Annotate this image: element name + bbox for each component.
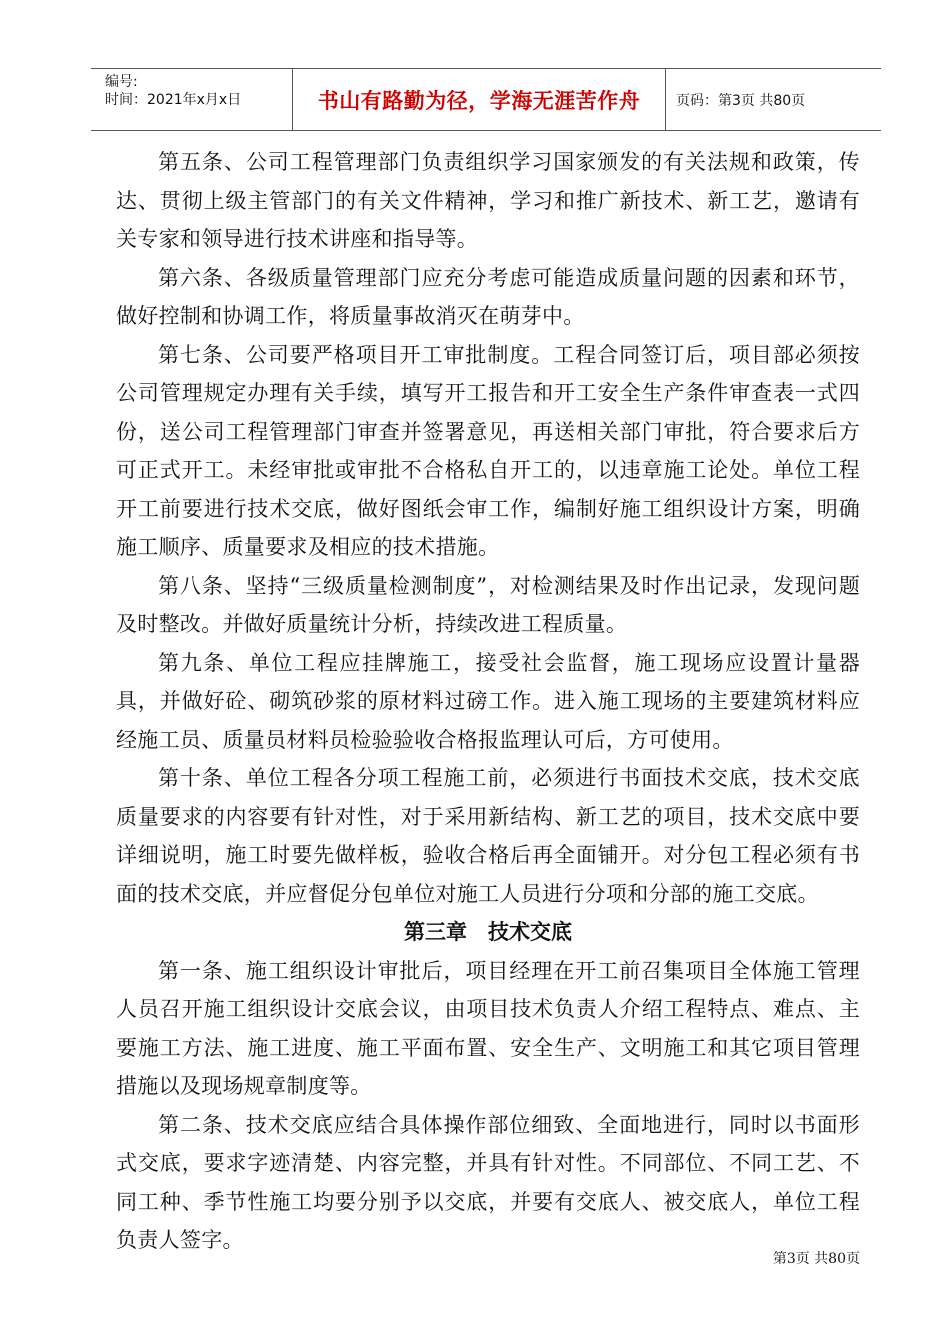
article-paragraph: 第一条、施工组织设计审批后，项目经理在开工前召集项目全体施工管理人员召开施工组织设计交底会议，由项目技术负责人介绍工程特点、难点、主要施工方法、施工进度、施工平面布置、安全生产、文明施工和其它项目管理措施以及现场规章制度等。: [116, 958, 860, 1098]
article-paragraph: 第五条、公司工程管理部门负责组织学习国家颁发的有关法规和政策，传达、贯彻上级主管部门的有关文件精神，学习和推广新技术、新工艺，邀请有关专家和领导进行技术讲座和指导等。: [116, 150, 860, 251]
header-motto: 书山有路勤为径，学海无涯苦作舟: [317, 88, 641, 113]
document-number-label: 编号:: [105, 74, 138, 90]
page-footer: 第3页 共80页: [772, 1251, 860, 1267]
header-page-number: 页码：第3页 共80页: [676, 92, 806, 109]
header-page-cell: [666, 69, 881, 130]
document-date: 时间：2021年x月x日: [105, 92, 242, 108]
article-paragraph: 第二条、技术交底应结合具体操作部位细致、全面地进行，同时以书面形式交底，要求字迹清楚、内容完整，并具有针对性。不同部位、不同工艺、不同工种、季节性施工均要分别予以交底，并要有交底人、被交底人，单位工程负责人签字。: [116, 1112, 860, 1252]
document-body: [116, 143, 860, 1260]
article-paragraph: 第九条、单位工程应挂牌施工，接受社会监督，施工现场应设置计量器具，并做好砼、砌筑砂浆的原材料过磅工作。进入施工现场的主要建筑材料应经施工员、质量员材料员检验验收合格报监理认可后，方可使用。: [116, 650, 860, 752]
chapter-heading: 第三章 技术交底: [404, 920, 572, 944]
article-paragraph: 第十条、单位工程各分项工程施工前，必须进行书面技术交底，技术交底质量要求的内容要有针对性，对于采用新结构、新工艺的项目，技术交底中要详细说明，施工时要先做样板，验收合格后再全面铺开。对分包工程必须有书面的技术交底，并应督促分包单位对施工人员进行分项和分部的施工交底。: [116, 766, 860, 906]
article-paragraph: 第六条、各级质量管理部门应充分考虑可能造成质量问题的因素和环节，做好控制和协调工作，将质量事故消灭在萌芽中。: [116, 265, 860, 328]
article-paragraph: 第八条、坚持“三级质量检测制度”，对检测结果及时作出记录，发现问题及时整改。并做好质量统计分析，持续改进工程质量。: [116, 573, 860, 636]
header-motto-cell: [293, 69, 665, 130]
header-meta: [91, 69, 292, 130]
article-paragraph: 第七条、公司要严格项目开工审批制度。工程合同签订后，项目部必须按公司管理规定办理有关手续，填写开工报告和开工安全生产条件审查表一式四份，送公司工程管理部门审查并签署意见，再送相关部门审批，符合要求后方可正式开工。未经审批或审批不合格私自开工的，以违章施工论处。单位工程开工前要进行技术交底，做好图纸会审工作，编制好施工组织设计方案，明确施工顺序、质量要求及相应的技术措施。: [116, 342, 860, 559]
document-header: [91, 68, 881, 131]
